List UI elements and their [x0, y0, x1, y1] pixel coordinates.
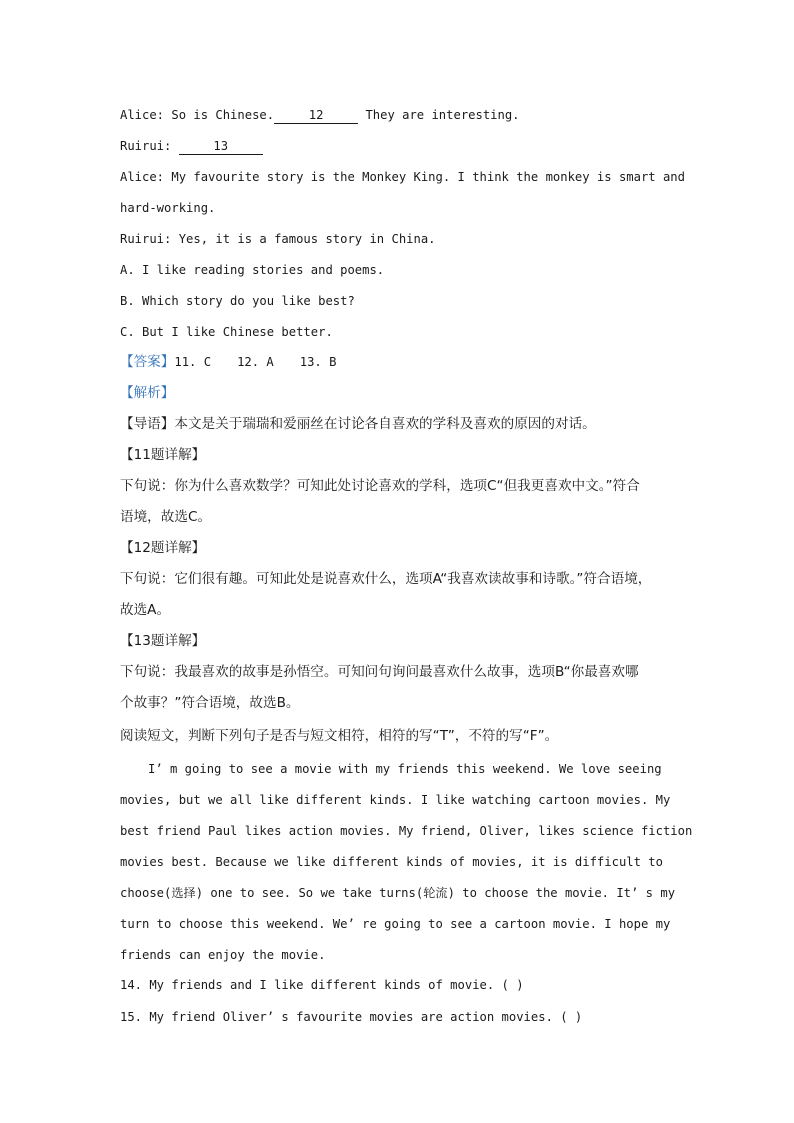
passage-line-4: movies best. Because we like different kinds of movies, it is difficult to — [120, 855, 663, 869]
dialogue-ruirui-line-2: Ruirui: Yes, it is a famous story in China. — [120, 232, 436, 246]
q12-title: 【12题详解】 — [120, 540, 206, 556]
reading-instruction: 阅读短文，判断下列句子是否与短文相符，相符的写“T”，不符的写“F”。 — [120, 728, 559, 744]
alice-line-1-suffix: They are interesting. — [365, 108, 520, 122]
answer-item-12: 12. A — [237, 355, 274, 369]
q12-line-1: 下句说：它们很有趣。可知此处是说喜欢什么，选项A“我喜欢读故事和诗歌。”符合语境， — [120, 571, 652, 587]
passage-line-5: choose(选择) one to see. So we take turns(轮流) to choose the movie. It’ s my — [120, 886, 676, 900]
passage-line-3: best friend Paul likes action movies. My friend, Oliver, likes science fiction — [120, 824, 693, 838]
q13-line-1: 下句说：我最喜欢的故事是孙悟空。可知问句询问最喜欢什么故事，选项B“你最喜欢哪 — [120, 664, 639, 680]
q11-title: 【11题详解】 — [120, 447, 206, 463]
guide-text: 【导语】本文是关于瑞瑞和爱丽丝在讨论各自喜欢的学科及喜欢的原因的对话。 — [120, 416, 596, 432]
option-a: A. I like reading stories and poems. — [120, 263, 385, 277]
ruirui-line-1-prefix: Ruirui: — [120, 139, 172, 153]
dialogue-alice-line-1 — [120, 106, 520, 124]
q13-title: 【13题详解】 — [120, 633, 206, 649]
dialogue-ruirui-line-1 — [120, 137, 263, 155]
answer-line — [120, 353, 336, 371]
question-14: 14. My friends and I like different kinds of movie. ( ) — [120, 978, 524, 992]
dialogue-alice-line-2b: hard-working. — [120, 201, 216, 215]
passage-line-1 — [120, 760, 662, 778]
question-15: 15. My friend Oliver’ s favourite movies are action movies. ( ) — [120, 1010, 583, 1024]
blank-12: 12 — [274, 108, 358, 124]
option-b: B. Which story do you like best? — [120, 294, 355, 308]
passage-line-6: turn to choose this weekend. We’ re going to see a cartoon movie. I hope my — [120, 917, 671, 931]
q12-line-2: 故选A。 — [120, 602, 171, 618]
answer-item-13: 13. B — [299, 355, 337, 369]
q13-line-2: 个故事？”符合语境，故选B。 — [120, 695, 300, 711]
q11-line-1: 下句说：你为什么喜欢数学？可知此处讨论喜欢的学科，选项C“但我更喜欢中文。”符合 — [120, 478, 640, 494]
blank-13: 13 — [179, 139, 263, 155]
dialogue-alice-line-2a: Alice: My favourite story is the Monkey King. I think the monkey is smart and — [120, 170, 685, 184]
alice-line-1-prefix: Alice: So is Chinese. — [120, 108, 275, 122]
answer-label: 【答案】 — [120, 354, 175, 370]
passage-line-2: movies, but we all like different kinds. I like watching cartoon movies. My — [120, 793, 671, 807]
answer-item-11: 11. C — [174, 355, 212, 369]
passage-line-1-text: I’ m going to see a movie with my friends this weekend. We love seeing — [148, 762, 662, 776]
analysis-label: 【解析】 — [120, 385, 175, 401]
q11-line-2: 语境，故选C。 — [120, 509, 212, 525]
option-c: C. But I like Chinese better. — [120, 325, 333, 339]
passage-line-7: friends can enjoy the movie. — [120, 948, 326, 962]
